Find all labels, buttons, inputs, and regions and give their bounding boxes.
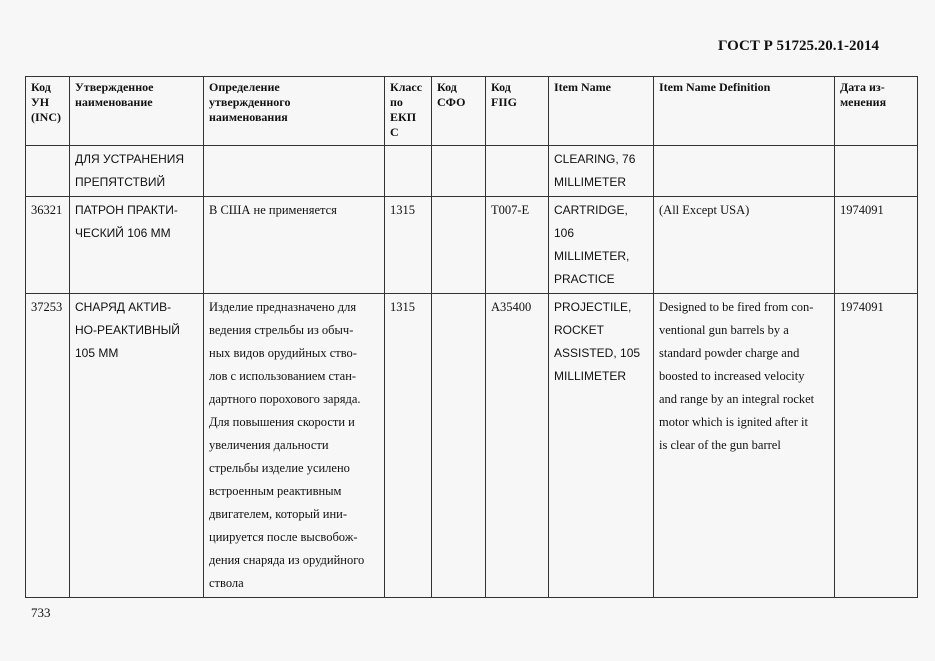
cell-inc: 36321 (26, 197, 70, 294)
header-line: Утвержденное (75, 80, 154, 94)
cell-item-name-definition (654, 146, 835, 197)
header-line: УН (31, 95, 50, 109)
header-line: С (390, 125, 399, 139)
cell-inc: 37253 (26, 294, 70, 598)
cell-line: ных видов орудийных ство- (209, 346, 357, 360)
cell-sfo (432, 197, 486, 294)
cell-class (385, 146, 432, 197)
header-line: наименование (75, 95, 153, 109)
cell-fiig: T007-E (486, 197, 549, 294)
cell-name-definition (204, 197, 385, 294)
page-number: 733 (31, 605, 51, 620)
header-line: наименования (209, 110, 288, 124)
cell-line: СНАРЯД АКТИВ- (75, 300, 172, 314)
header-line: Дата из- (840, 80, 885, 94)
cell-line: Для повышения скорости и (209, 415, 355, 429)
cell-line: ROCKET (554, 323, 605, 337)
cell-item-name-definition (654, 197, 835, 294)
cell-line: 105 ММ (75, 346, 119, 360)
cell-approved-name (70, 294, 204, 598)
cell-line: встроенным реактивным (209, 484, 342, 498)
table-row (26, 146, 918, 197)
cell-line: (All Except USA) (659, 203, 750, 217)
cell-item-name (549, 294, 654, 598)
cell-name-definition (204, 146, 385, 197)
cell-line: PROJECTILE, (554, 300, 632, 314)
cell-line: Изделие предназначено для (209, 300, 357, 314)
cell-item-name-definition (654, 294, 835, 598)
cell-line: ЧЕСКИЙ 106 ММ (75, 226, 171, 240)
cell-inc (26, 146, 70, 197)
document-standard-number: ГОСТ Р 51725.20.1-2014 (718, 38, 880, 54)
cell-class: 1315 (385, 197, 432, 294)
header-line: Класс (390, 80, 423, 94)
cell-line: 106 (554, 226, 575, 240)
header-line: ЕКП (390, 110, 417, 124)
cell-sfo (432, 294, 486, 598)
header-col-sfo (432, 77, 486, 146)
cell-line: is clear of the gun barrel (659, 438, 781, 452)
header-col-class (385, 77, 432, 146)
cell-line: дартного порохового заряда. (209, 392, 361, 406)
cell-line: ведения стрельбы из обыч- (209, 323, 354, 337)
cell-line: дения снаряда из орудийного (209, 553, 365, 567)
cell-line: НО-РЕАКТИВНЫЙ (75, 323, 180, 337)
cell-sfo (432, 146, 486, 197)
cell-line: двигателем, который ини- (209, 507, 348, 521)
cell-line: MILLIMETER (554, 175, 627, 189)
cell-fiig (486, 146, 549, 197)
header-line: СФО (437, 95, 466, 109)
cell-line: and range by an integral rocket (659, 392, 815, 406)
header-line: утвержденного (209, 95, 291, 109)
cell-line: MILLIMETER (554, 369, 627, 383)
header-line: Код (31, 80, 51, 94)
header-col-inc (26, 77, 70, 146)
cell-line: MILLIMETER, (554, 249, 630, 263)
cell-class: 1315 (385, 294, 432, 598)
inc-table (25, 76, 918, 598)
cell-item-name (549, 197, 654, 294)
header-col-name-definition (204, 77, 385, 146)
cell-line: standard powder charge and (659, 346, 800, 360)
cell-line: циируется после высвобож- (209, 530, 358, 544)
header-col-fiig (486, 77, 549, 146)
cell-line: ПРЕПЯТСТВИЙ (75, 175, 166, 189)
table-row (26, 294, 918, 598)
header-line: Код (437, 80, 457, 94)
header-col-change-date (835, 77, 918, 146)
cell-item-name (549, 146, 654, 197)
cell-line: ASSISTED, 105 (554, 346, 641, 360)
cell-name-definition (204, 294, 385, 598)
table-header-row (26, 77, 918, 146)
cell-line: Designed to be fired from con- (659, 300, 814, 314)
header-line: менения (840, 95, 887, 109)
cell-line: стрельбы изделие усилено (209, 461, 350, 475)
cell-line: ventional gun barrels by a (659, 323, 789, 337)
cell-line: В США не применяется (209, 203, 337, 217)
cell-line: boosted to increased velocity (659, 369, 805, 383)
header-line: Определение (209, 80, 280, 94)
header-line: (INC) (31, 110, 61, 124)
header-col-approved-name (70, 77, 204, 146)
cell-approved-name (70, 197, 204, 294)
cell-line: PRACTICE (554, 272, 615, 286)
cell-fiig: A35400 (486, 294, 549, 598)
header-col-item-name (549, 77, 654, 146)
cell-change-date: 1974091 (835, 294, 918, 598)
cell-line: ДЛЯ УСТРАНЕНИЯ (75, 152, 185, 166)
header-col-item-name-definition (654, 77, 835, 146)
cell-line: motor which is ignited after it (659, 415, 808, 429)
header-line: Item Name (554, 80, 611, 94)
header-line: по (390, 95, 403, 109)
header-line: FIIG (491, 95, 518, 109)
cell-line: CLEARING, 76 (554, 152, 636, 166)
cell-line: увеличения дальности (209, 438, 329, 452)
table-row (26, 197, 918, 294)
cell-line: CARTRIDGE, (554, 203, 628, 217)
header-line: Код (491, 80, 511, 94)
cell-change-date: 1974091 (835, 197, 918, 294)
cell-line: лов с использованием стан- (209, 369, 357, 383)
cell-line: ствола (209, 576, 244, 590)
cell-change-date (835, 146, 918, 197)
header-line: Item Name Definition (659, 80, 771, 94)
cell-line: ПАТРОН ПРАКТИ- (75, 203, 178, 217)
cell-approved-name (70, 146, 204, 197)
